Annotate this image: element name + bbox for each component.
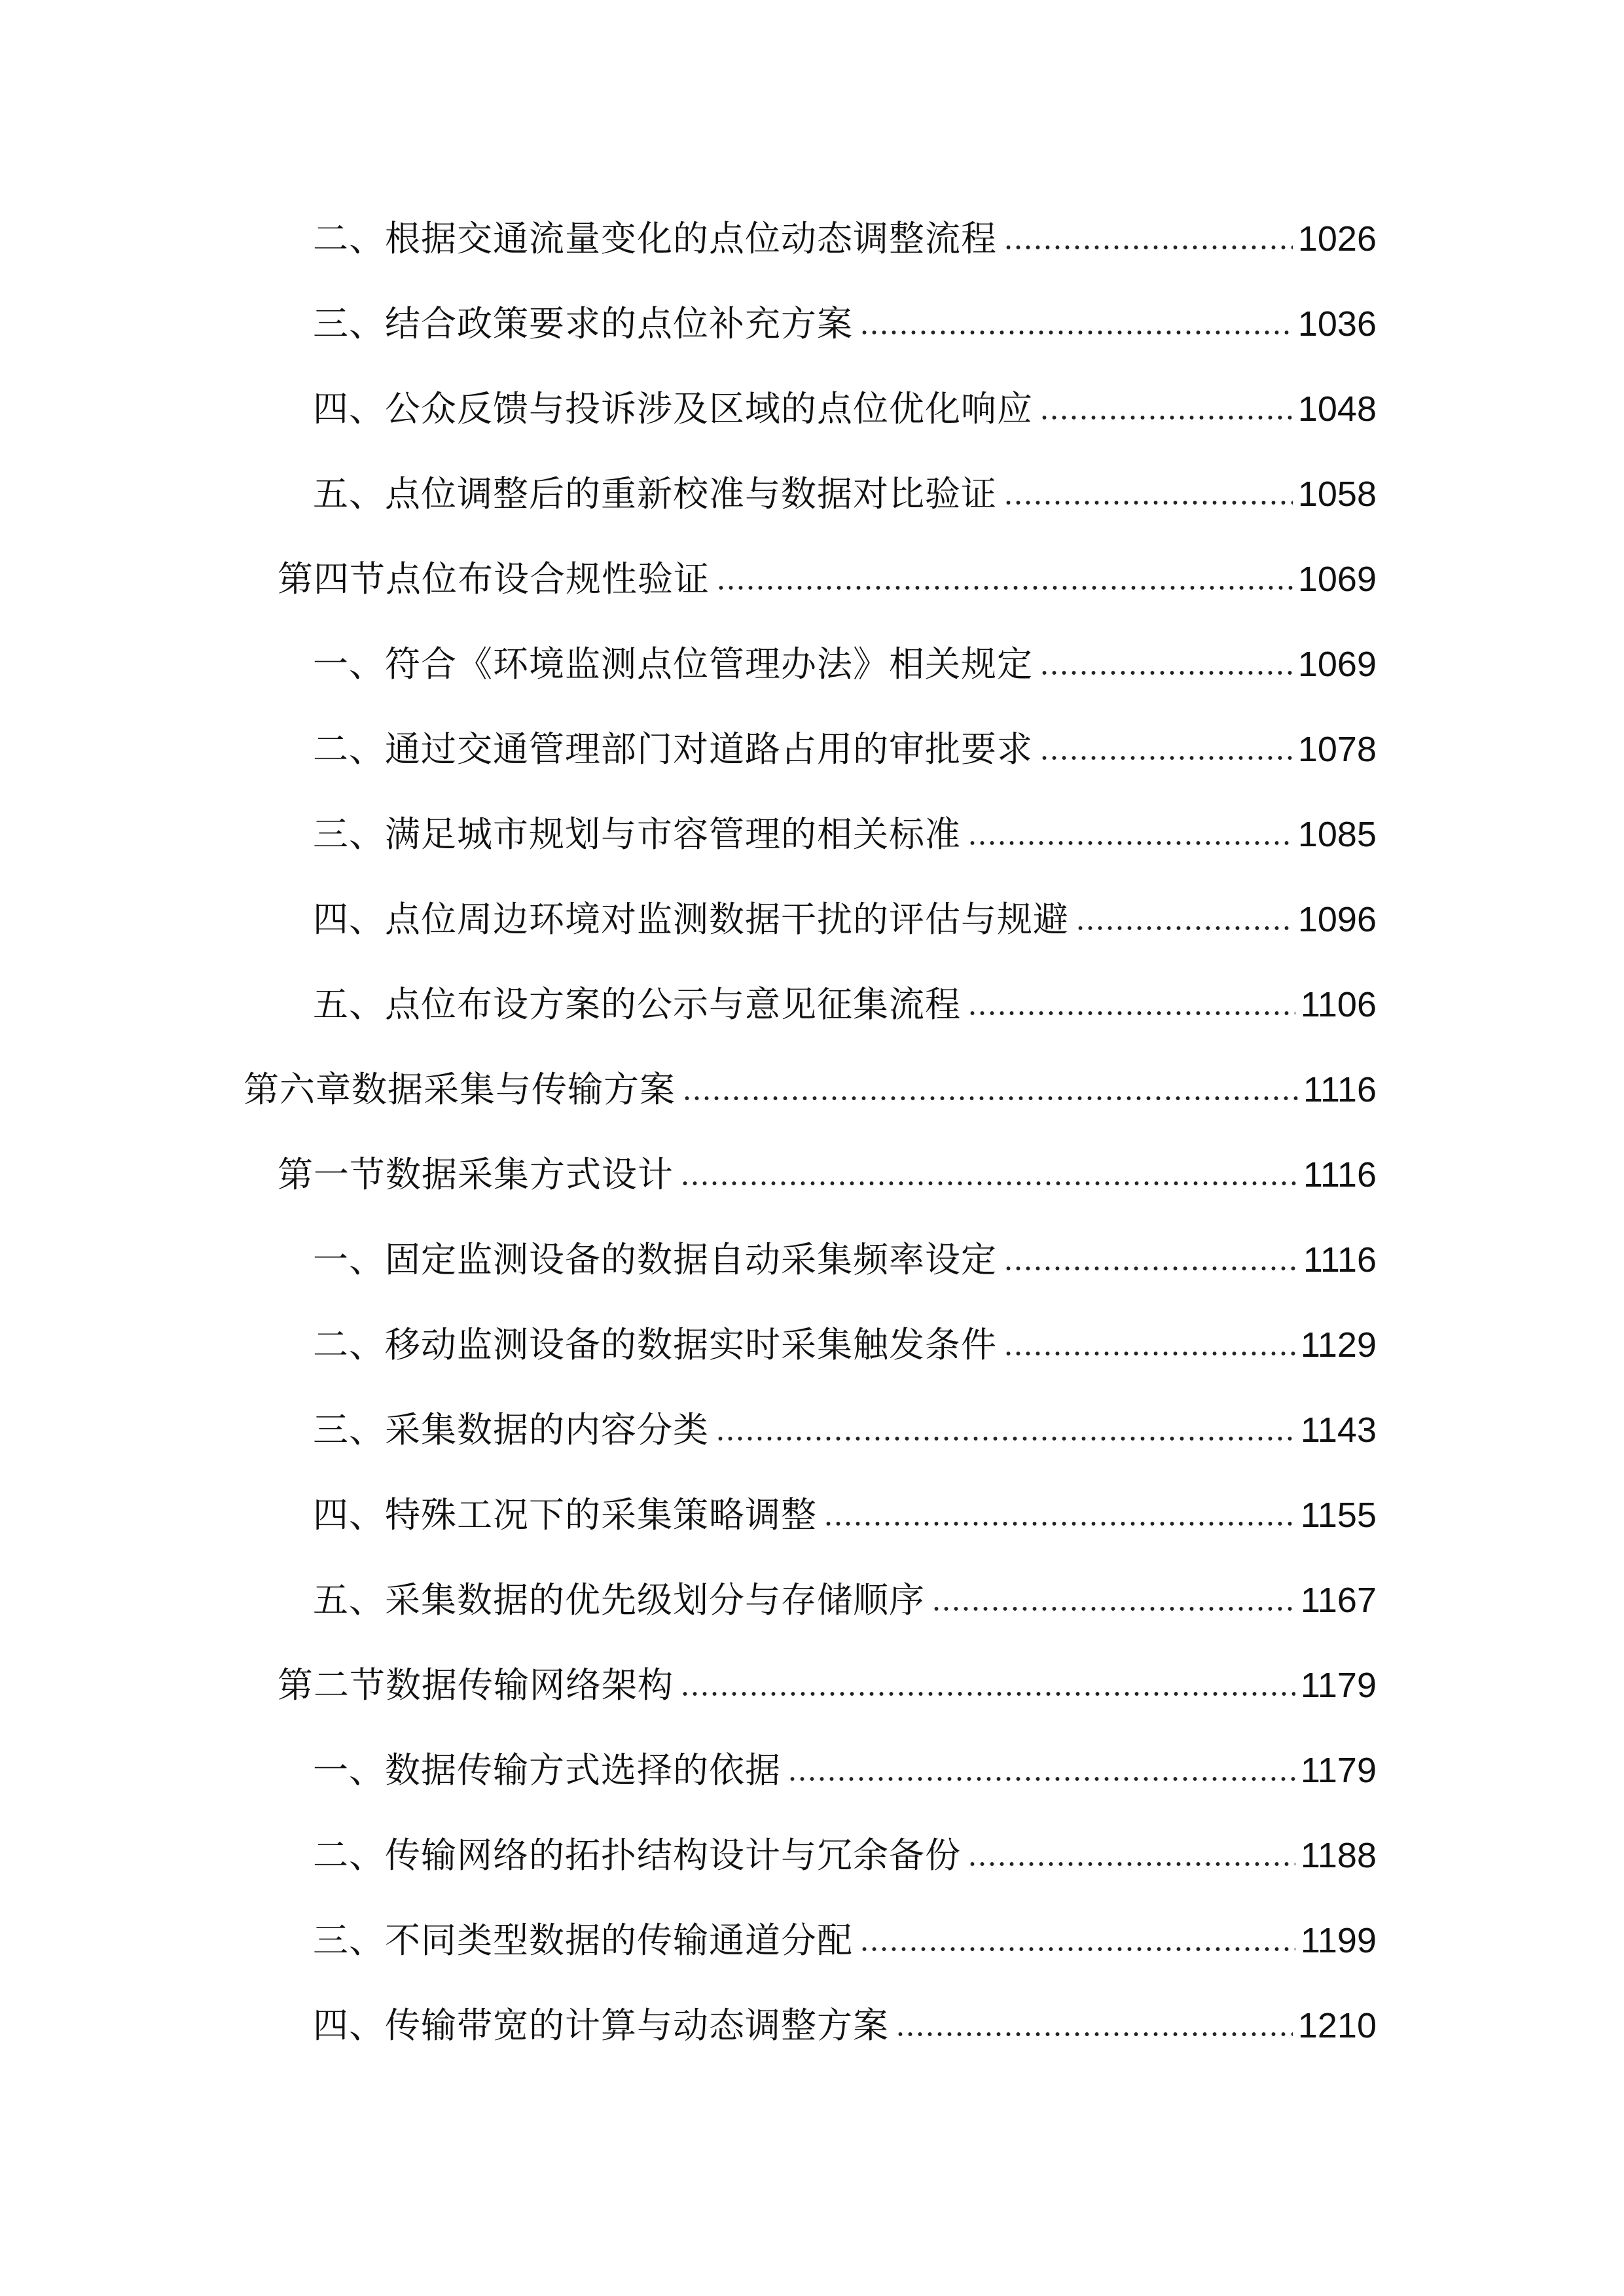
toc-page-number: 1078 — [1297, 730, 1377, 769]
toc-entry[interactable] — [313, 1991, 1377, 2046]
toc-entry[interactable] — [313, 630, 1377, 685]
toc-page-number: 1116 — [1303, 1070, 1377, 1109]
toc-entry-title: 五、采集数据的优先级划分与存储顺序 — [313, 1579, 925, 1621]
toc-entry-title: 第六章数据采集与传输方案 — [244, 1069, 676, 1110]
toc-page-number: 1036 — [1297, 304, 1377, 344]
toc-page-number: 1106 — [1300, 985, 1377, 1024]
toc-entry-title: 第二节数据传输网络架构 — [278, 1664, 674, 1706]
toc-entry-title: 一、数据传输方式选择的依据 — [313, 1749, 781, 1791]
toc-entry-title: 四、特殊工况下的采集策略调整 — [313, 1494, 817, 1535]
toc-page-number: 1199 — [1300, 1921, 1377, 1960]
toc-entry[interactable] — [313, 1395, 1377, 1448]
toc-page-number: 1096 — [1297, 900, 1377, 939]
toc-dot-leader — [859, 1946, 1295, 1952]
toc-dot-leader — [682, 1095, 1298, 1102]
toc-entry[interactable] — [313, 289, 1377, 342]
toc-entry-title: 四、传输带宽的计算与动态调整方案 — [313, 2005, 889, 2046]
toc-entry[interactable] — [313, 459, 1377, 512]
toc-entry-title: 一、固定监测设备的数据自动采集频率设定 — [313, 1239, 997, 1280]
toc-entry[interactable] — [313, 800, 1377, 855]
toc-entry[interactable] — [313, 970, 1377, 1025]
toc-entry-title: 四、公众反馈与投诉涉及区域的点位优化响应 — [313, 388, 1033, 429]
toc-entry[interactable] — [313, 1225, 1377, 1278]
toc-entry-title: 第四节点位布设合规性验证 — [278, 558, 710, 600]
toc-entry-title: 五、点位布设方案的公示与意见征集流程 — [313, 984, 961, 1025]
toc-entry-title: 二、根据交通流量变化的点位动态调整流程 — [313, 218, 997, 259]
toc-entry-title: 二、移动监测设备的数据实时采集触发条件 — [313, 1324, 997, 1365]
toc-dot-leader — [967, 1861, 1295, 1867]
toc-entry[interactable] — [278, 1651, 1377, 1706]
toc-dot-leader — [1039, 670, 1293, 676]
toc-dot-leader — [1003, 499, 1293, 506]
toc-entry-title: 二、通过交通管理部门对道路占用的审批要求 — [313, 728, 1033, 770]
toc-entry[interactable] — [278, 1140, 1377, 1193]
toc-page-number: 1085 — [1297, 815, 1377, 854]
toc-entry[interactable] — [278, 545, 1377, 600]
toc-page-number: 1143 — [1300, 1410, 1377, 1450]
toc-entry[interactable] — [244, 1055, 1377, 1110]
toc-entry[interactable] — [313, 204, 1377, 257]
toc-entry-title: 四、点位周边环境对监测数据干扰的评估与规避 — [313, 899, 1069, 940]
toc-dot-leader — [967, 1010, 1295, 1016]
toc-entry[interactable] — [313, 374, 1377, 427]
toc-page-number: 1116 — [1303, 1155, 1377, 1194]
toc-page-number: 1129 — [1300, 1325, 1377, 1365]
toc-dot-leader — [895, 2031, 1293, 2037]
toc-entry-title: 三、结合政策要求的点位补充方案 — [313, 303, 853, 344]
toc-page-number: 1179 — [1300, 1751, 1377, 1790]
toc-page-number: 1167 — [1300, 1581, 1377, 1620]
toc-entry[interactable] — [313, 1821, 1377, 1876]
toc-dot-leader — [1039, 414, 1293, 421]
toc-dot-leader — [680, 1180, 1298, 1187]
toc-entry-title: 第一节数据采集方式设计 — [278, 1154, 674, 1195]
toc-dot-leader — [823, 1520, 1295, 1527]
toc-dot-leader — [716, 584, 1293, 591]
toc-dot-leader — [715, 1435, 1295, 1442]
toc-page-number: 1179 — [1300, 1666, 1377, 1705]
toc-page-number: 1116 — [1303, 1240, 1377, 1280]
toc-entry-title: 二、传输网络的拓扑结构设计与冗余备份 — [313, 1835, 961, 1876]
toc-dot-leader — [787, 1776, 1295, 1782]
toc-entry[interactable] — [313, 1736, 1377, 1791]
toc-page-number: 1188 — [1300, 1836, 1377, 1875]
toc-entry-title: 三、采集数据的内容分类 — [313, 1409, 709, 1450]
toc-entry[interactable] — [313, 715, 1377, 770]
toc-entry[interactable] — [313, 885, 1377, 940]
toc-page-number: 1069 — [1297, 560, 1377, 599]
toc-dot-leader — [680, 1691, 1295, 1697]
toc-entry[interactable] — [313, 1906, 1377, 1961]
toc-page-number: 1048 — [1297, 389, 1377, 429]
toc-page-number: 1026 — [1297, 219, 1377, 259]
toc-dot-leader — [1003, 244, 1293, 251]
toc-entry[interactable] — [313, 1566, 1377, 1621]
toc-entry-title: 三、不同类型数据的传输通道分配 — [313, 1920, 853, 1961]
toc-dot-leader — [859, 329, 1293, 336]
toc-dot-leader — [1039, 755, 1293, 761]
toc-entry[interactable] — [313, 1310, 1377, 1363]
toc-page-number: 1069 — [1297, 645, 1377, 684]
toc-entry[interactable] — [313, 1480, 1377, 1533]
toc-dot-leader — [1003, 1350, 1295, 1357]
toc-dot-leader — [1075, 925, 1293, 931]
toc-dot-leader — [967, 840, 1293, 846]
toc-dot-leader — [1003, 1265, 1298, 1272]
toc-entry-title: 三、满足城市规划与市容管理的相关标准 — [313, 814, 961, 855]
toc-entry-title: 五、点位调整后的重新校准与数据对比验证 — [313, 473, 997, 514]
toc-page-number: 1155 — [1300, 1496, 1377, 1535]
toc-page-number: 1058 — [1297, 475, 1377, 514]
toc-dot-leader — [931, 1605, 1295, 1612]
toc-page-number: 1210 — [1297, 2006, 1377, 2045]
toc-entry-title: 一、符合《环境监测点位管理办法》相关规定 — [313, 643, 1033, 685]
